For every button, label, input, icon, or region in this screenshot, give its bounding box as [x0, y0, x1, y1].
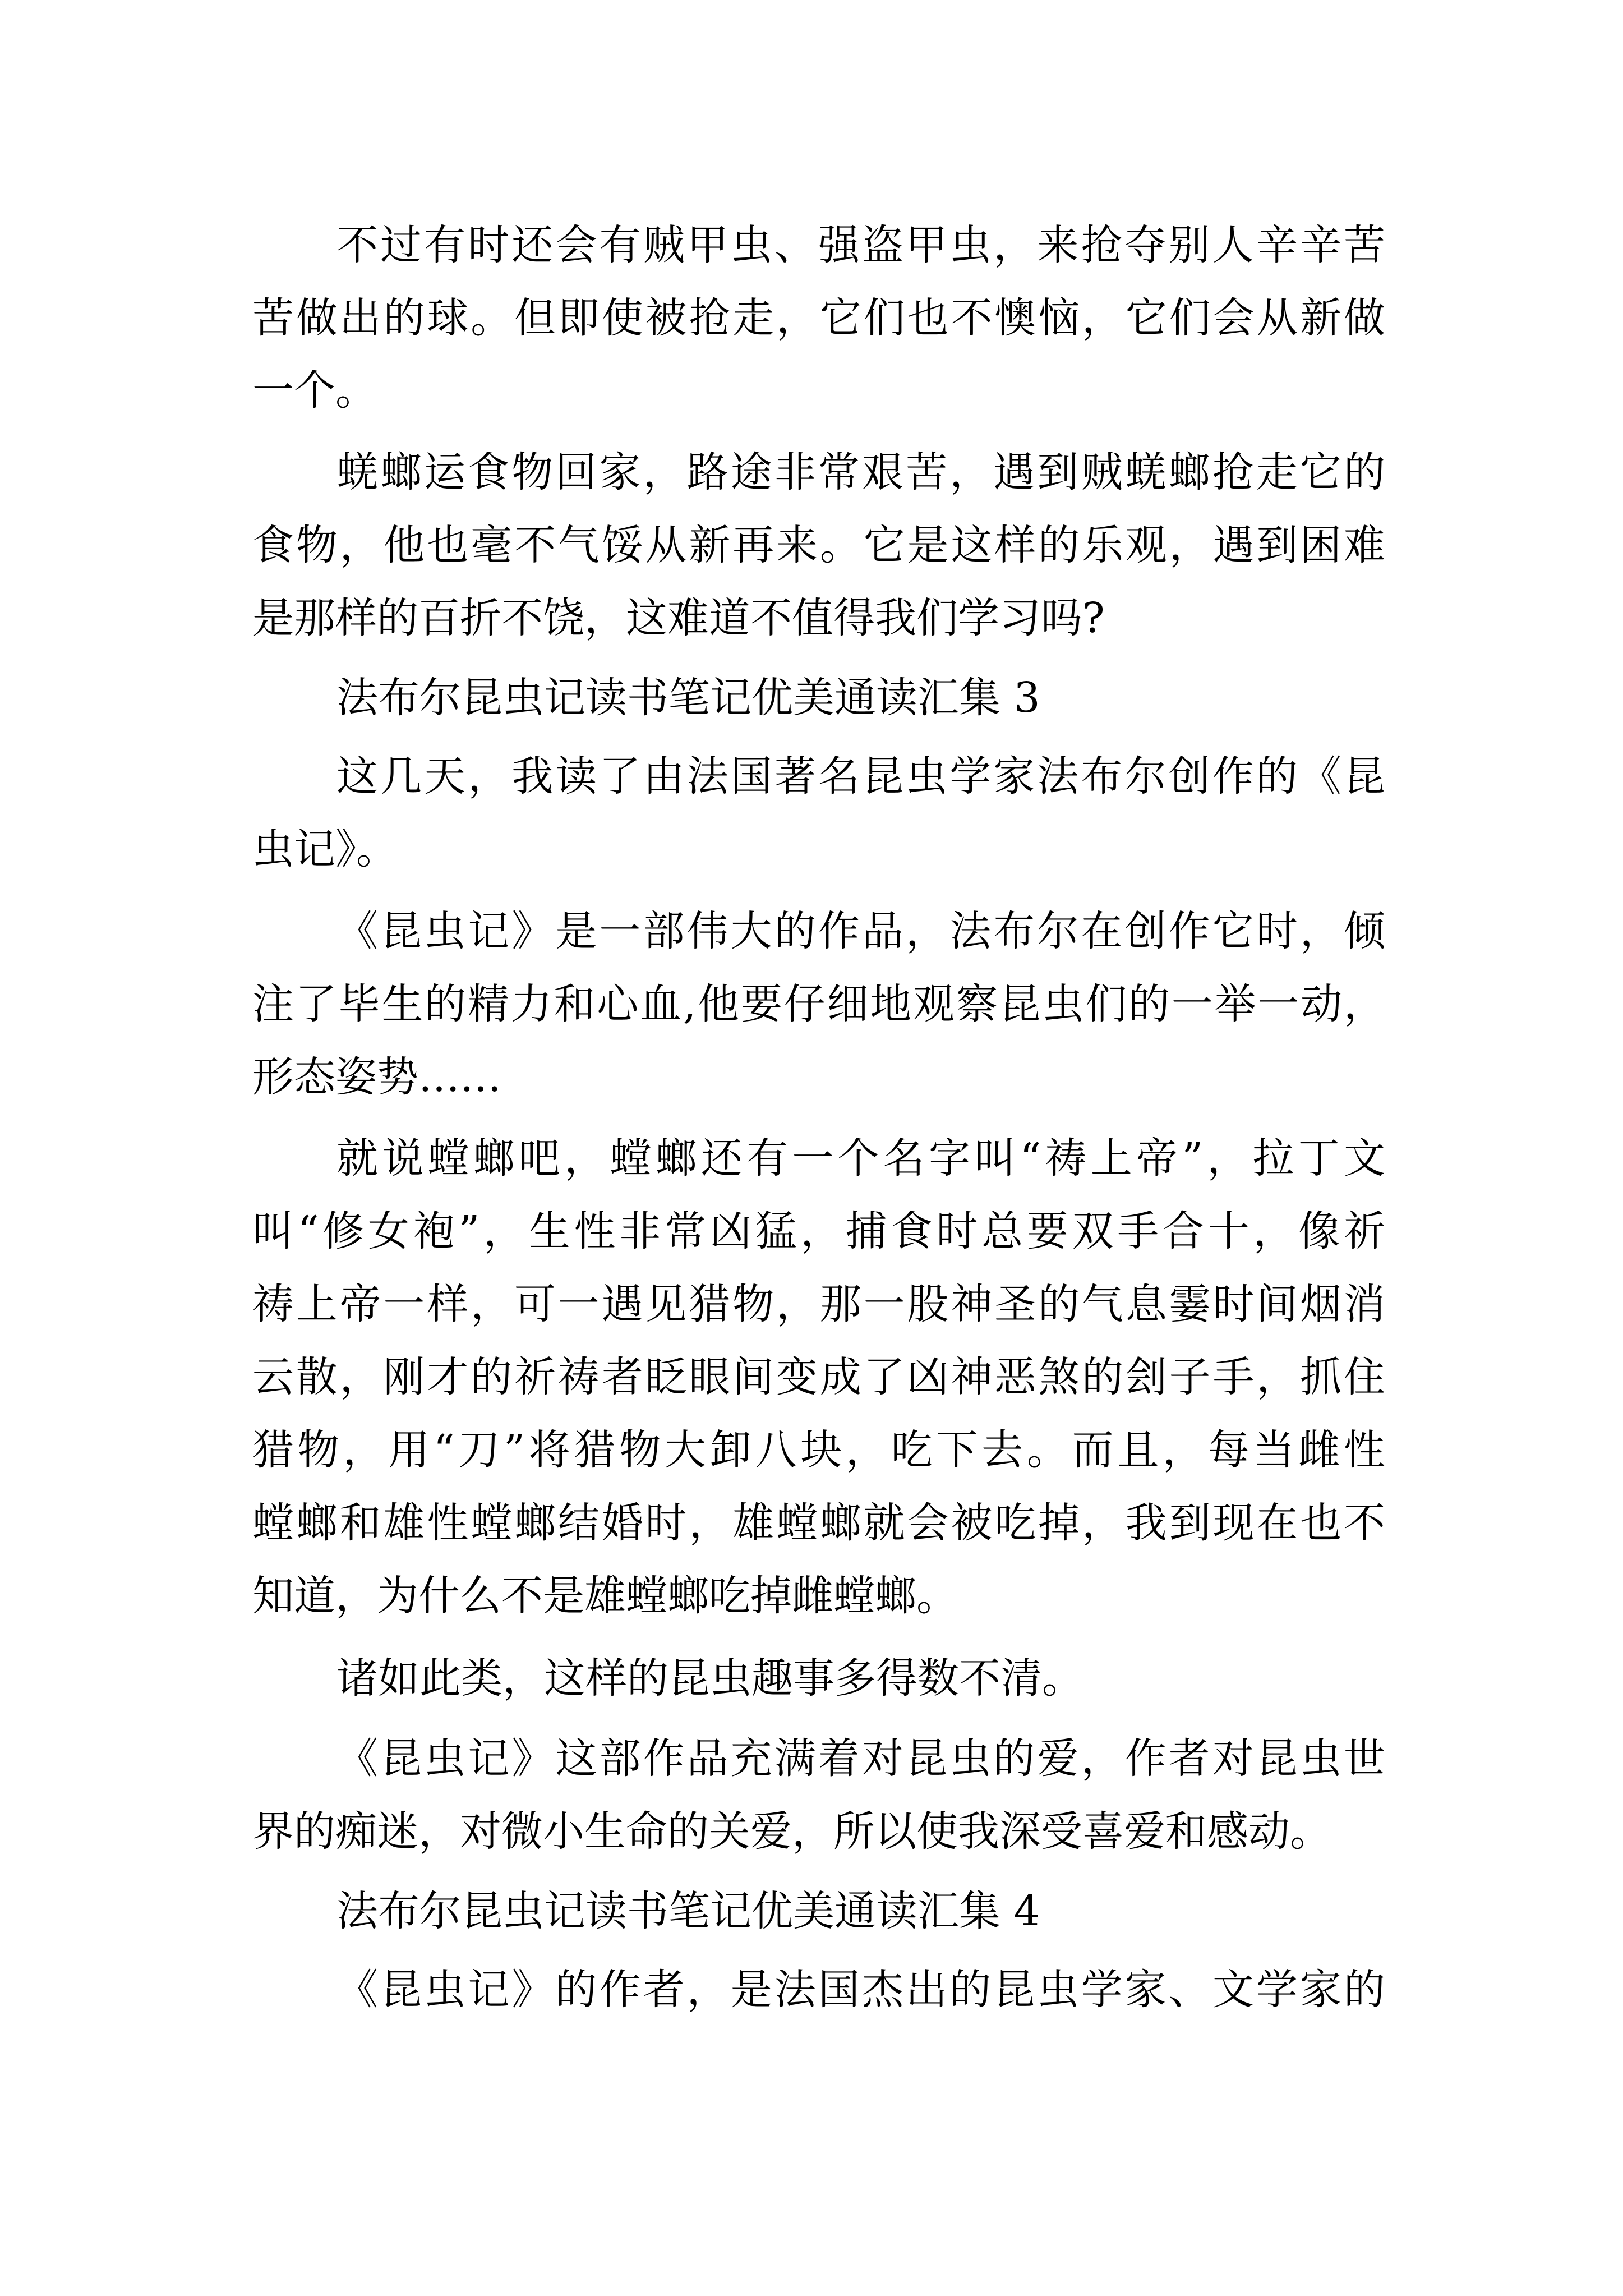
text-line: 螳螂和雄性螳螂结婚时，雄螳螂就会被吃掉，我到现在也不	[252, 1499, 1385, 1547]
text-line: 这几天，我读了由法国著名昆虫学家法布尔创作的《昆	[336, 752, 1385, 800]
text-line: 形态姿势……	[252, 1053, 501, 1101]
text-line: 《昆虫记》的作者，是法国杰出的昆虫学家、文学家的	[336, 1966, 1385, 2014]
text-line: 界的痴迷，对微小生命的关爱，所以使我深受喜爱和感动。	[252, 1807, 1331, 1856]
text-line: 叫“修女袍”，生性非常凶猛，捕食时总要双手合十，像祈	[252, 1207, 1385, 1255]
text-line: 虫记》。	[252, 825, 398, 873]
section-heading: 法布尔昆虫记读书笔记优美通读汇集 3	[336, 674, 1040, 722]
text-line: 《昆虫记》这部作品充满着对昆虫的爱，作者对昆虫世	[336, 1734, 1385, 1783]
text-line: 蜣螂运食物回家，路途非常艰苦，遇到贼蜣螂抢走它的	[336, 448, 1385, 496]
text-line: 一个。	[252, 366, 377, 415]
text-line: 就说螳螂吧，螳螂还有一个名字叫“祷上帝”，拉丁文	[336, 1134, 1385, 1182]
text-line: 注了毕生的精力和心血,他要仔细地观察昆虫们的一举一动，	[252, 980, 1385, 1028]
text-line: 不过有时还会有贼甲虫、强盗甲虫，来抢夺别人辛辛苦	[336, 221, 1385, 269]
text-line: 《昆虫记》是一部伟大的作品，法布尔在创作它时，倾	[336, 907, 1385, 955]
text-line: 知道，为什么不是雄螳螂吃掉雌螳螂。	[252, 1572, 958, 1620]
text-line: 是那样的百折不饶，这难道不值得我们学习吗?	[252, 594, 1105, 642]
text-line: 云散，刚才的祈祷者眨眼间变成了凶神恶煞的刽子手，抓住	[252, 1353, 1385, 1401]
section-heading: 法布尔昆虫记读书笔记优美通读汇集 4	[336, 1887, 1040, 1935]
text-line: 猎物，用“刀”将猎物大卸八块，吃下去。而且，每当雌性	[252, 1426, 1385, 1474]
text-line: 祷上帝一样，可一遇见猎物，那一股神圣的气息霎时间烟消	[252, 1280, 1385, 1328]
text-line: 诸如此类，这样的昆虫趣事多得数不清。	[336, 1654, 1083, 1703]
text-line: 苦做出的球。但即使被抢走，它们也不懊恼，它们会从新做	[252, 294, 1385, 342]
text-line: 食物，他也毫不气馁从新再来。它是这样的乐观，遇到困难	[252, 521, 1385, 569]
